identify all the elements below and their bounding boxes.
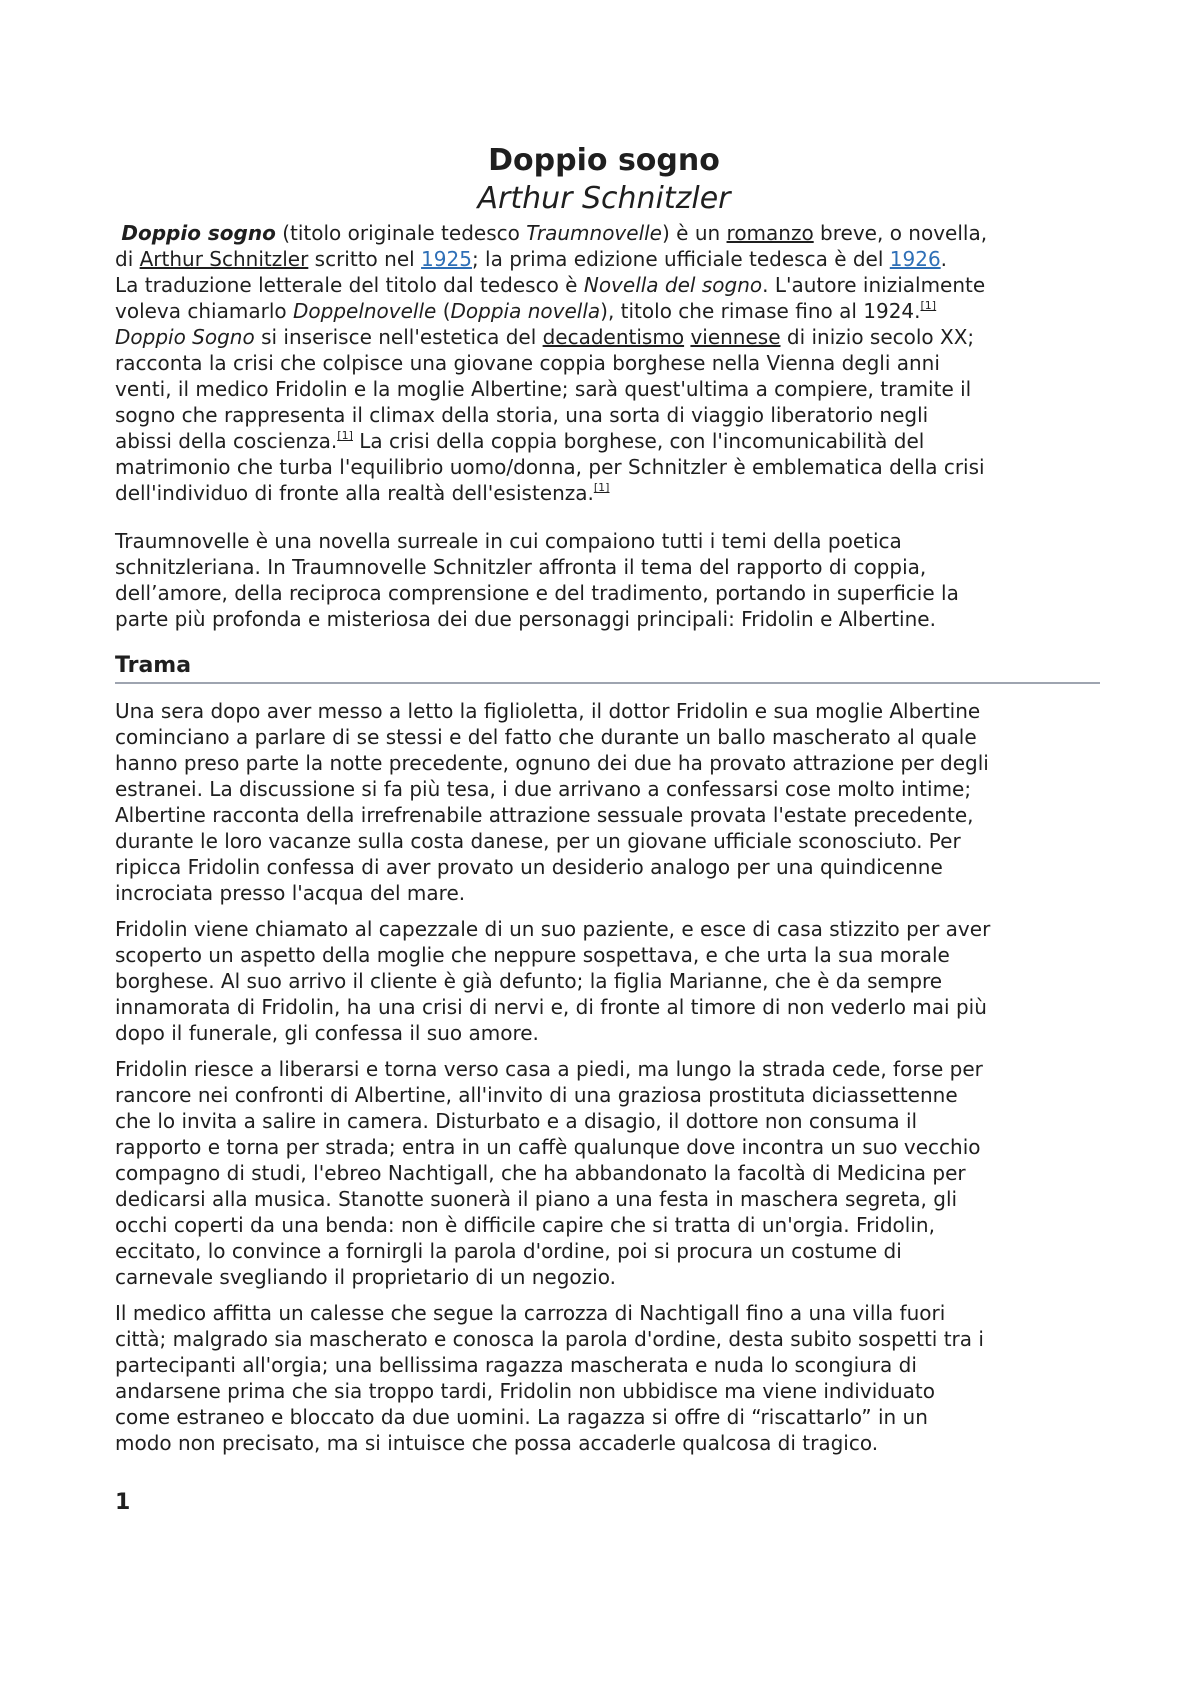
footnote-ref[interactable]: [1]: [593, 481, 610, 494]
text: breve, o novella,: [813, 221, 988, 245]
text: voleva chiamarlo: [115, 299, 293, 323]
italic-text: Doppio Sogno: [115, 325, 255, 349]
text: scritto nel: [308, 247, 422, 271]
text-line: Fridolin riesce a liberarsi e torna verso casa a piedi, ma lungo la strada cede, forse per: [115, 1057, 983, 1081]
intro-paragraph-3: [115, 324, 1100, 506]
text-line: andarsene prima che sia troppo tardi, Fridolin non ubbidisce ma viene individuato: [115, 1379, 935, 1403]
intro-paragraph-2: [115, 272, 1100, 324]
text: sogno che rappresenta il climax della storia, una sorta di viaggio liberatorio negli: [115, 403, 929, 427]
plot-paragraph-1: [115, 698, 1100, 906]
text-line: parte più profonda e misteriosa dei due personaggi principali: Fridolin e Albertine.: [115, 607, 936, 631]
document-author: Arthur Schnitzler: [477, 181, 731, 216]
text-line: incrociata presso l'acqua del mare.: [115, 881, 466, 905]
text: .: [940, 247, 948, 271]
text: di inizio secolo XX;: [780, 325, 975, 349]
document-body: [115, 220, 1100, 1456]
plot-paragraph-3: [115, 1056, 1100, 1290]
text-line: schnitzleriana. In Traumnovelle Schnitzler affronta il tema del rapporto di coppia,: [115, 555, 927, 579]
italic-text: Novella del sogno: [583, 273, 763, 297]
text: abissi della coscienza.: [115, 429, 338, 453]
plot-paragraph-2: [115, 916, 1100, 1046]
text-line: scoperto un aspetto della moglie che neppure sospettava, e che urta la sua morale: [115, 943, 950, 967]
page-number: 1: [115, 1490, 131, 1515]
intro-paragraph-4: [115, 528, 1100, 632]
link-viennese[interactable]: viennese: [690, 325, 781, 349]
original-title: Traumnovelle: [526, 221, 662, 245]
text-line: compagno di studi, l'ebreo Nachtigall, che ha abbandonato la facoltà di Medicina per: [115, 1161, 966, 1185]
link-decadentismo[interactable]: decadentismo: [542, 325, 685, 349]
text-line: eccitato, lo convince a fornirgli la parola d'ordine, poi si procura un costume di: [115, 1239, 902, 1263]
text: . L'autore inizialmente: [762, 273, 986, 297]
text: ; la prima edizione ufficiale tedesca è del: [471, 247, 890, 271]
link-romanzo[interactable]: romanzo: [726, 221, 814, 245]
text-line: dopo il funerale, gli confessa il suo amore.: [115, 1021, 539, 1045]
section-heading: Trama: [115, 652, 1100, 684]
text-line: Fridolin viene chiamato al capezzale di un suo paziente, e esce di casa stizzito per aver: [115, 917, 991, 941]
text: dell'individuo di fronte alla realtà dell'esistenza.: [115, 481, 594, 505]
link-author[interactable]: Arthur Schnitzler: [139, 247, 309, 271]
footnote-ref[interactable]: [1]: [337, 429, 353, 442]
text-line: ripicca Fridolin confessa di aver provato un desiderio analogo per una quindicenne: [115, 855, 943, 879]
text-line: carnevale svegliando il proprietario di un negozio.: [115, 1265, 616, 1289]
italic-text: Doppelnovelle: [292, 299, 437, 323]
text-line: Traumnovelle è una novella surreale in cui compaiono tutti i temi della poetica: [115, 529, 902, 553]
text-line: come estraneo e bloccato da due uomini. La ragazza si offre di “riscattarlo” in un: [115, 1405, 928, 1429]
text-line: Il medico affitta un calesse che segue la carrozza di Nachtigall fino a una villa fuori: [115, 1301, 946, 1325]
text: (: [436, 299, 451, 323]
text: matrimonio che turba l'equilibrio uomo/donna, per Schnitzler è emblematica della crisi: [115, 455, 985, 479]
text-line: borghese. Al suo arrivo il cliente è già defunto; la figlia Marianne, che è da sempre: [115, 969, 943, 993]
text-line: città; malgrado sia mascherato e conosca la parola d'ordine, desta subito sospetti tra i: [115, 1327, 984, 1351]
text-line: Una sera dopo aver messo a letto la figlioletta, il dottor Fridolin e sua moglie Albertine: [115, 699, 981, 723]
intro-paragraph-1: [115, 220, 1100, 272]
footnote-ref[interactable]: [1]: [920, 299, 937, 312]
text-line: partecipanti all'orgia; una bellissima ragazza mascherata e nuda lo scongiura di: [115, 1353, 917, 1377]
lead-title: Doppio sogno: [121, 221, 276, 245]
link-1925[interactable]: 1925: [421, 247, 472, 271]
text-line: occhi coperti da una benda: non è difficile capire che si tratta di un'orgia. Fridolin,: [115, 1213, 935, 1237]
text: (titolo originale tedesco: [275, 221, 527, 245]
text-line: estranei. La discussione si fa più tesa, i due arrivano a confessarsi cose molto intime;: [115, 777, 972, 801]
text: La traduzione letterale del titolo dal tedesco è: [115, 273, 584, 297]
text-line: modo non precisato, ma si intuisce che possa accaderle qualcosa di tragico.: [115, 1431, 879, 1455]
link-1926[interactable]: 1926: [889, 247, 941, 271]
text-line: rancore nei confronti di Albertine, all'invito di una graziosa prostituta diciassettenne: [115, 1083, 958, 1107]
text: si inserisce nell'estetica del: [254, 325, 543, 349]
text-line: durante le loro vacanze sulla costa danese, per un giovane ufficiale sconosciuto. Per: [115, 829, 961, 853]
text-line: cominciano a parlare di se stessi e del fatto che durante un ballo mascherato al quale: [115, 725, 977, 749]
plot-paragraph-4: [115, 1300, 1100, 1456]
document-title: Doppio sogno: [488, 143, 720, 178]
text-line: Albertine racconta della irrefrenabile attrazione sessuale provata l'estate precedente,: [115, 803, 974, 827]
text-line: dedicarsi alla musica. Stanotte suonerà il piano a una festa in maschera segreta, gli: [115, 1187, 958, 1211]
text: racconta la crisi che colpisce una giovane coppia borghese nella Vienna degli anni: [115, 351, 940, 375]
text-line: innamorata di Fridolin, ha una crisi di nervi e, di fronte al timore di non vederlo mai più: [115, 995, 987, 1019]
text-line: dell’amore, della reciproca comprensione e del tradimento, portando in superficie la: [115, 581, 959, 605]
text: venti, il medico Fridolin e la moglie Albertine; sarà quest'ultima a compiere, tramite il: [115, 377, 972, 401]
text-line: hanno preso parte la notte precedente, ognuno dei due ha provato attrazione per degli: [115, 751, 989, 775]
text-line: rapporto e torna per strada; entra in un caffè qualunque dove incontra un suo vecchio: [115, 1135, 981, 1159]
italic-text: Doppia novella: [450, 299, 601, 323]
text: di: [115, 247, 140, 271]
text-line: che lo invita a salire in camera. Disturbato e a disagio, il dottore non consuma il: [115, 1109, 918, 1133]
text: ), titolo che rimase fino al 1924.: [600, 299, 921, 323]
text: La crisi della coppia borghese, con l'incomunicabilità del: [352, 429, 925, 453]
text: ) è un: [662, 221, 727, 245]
